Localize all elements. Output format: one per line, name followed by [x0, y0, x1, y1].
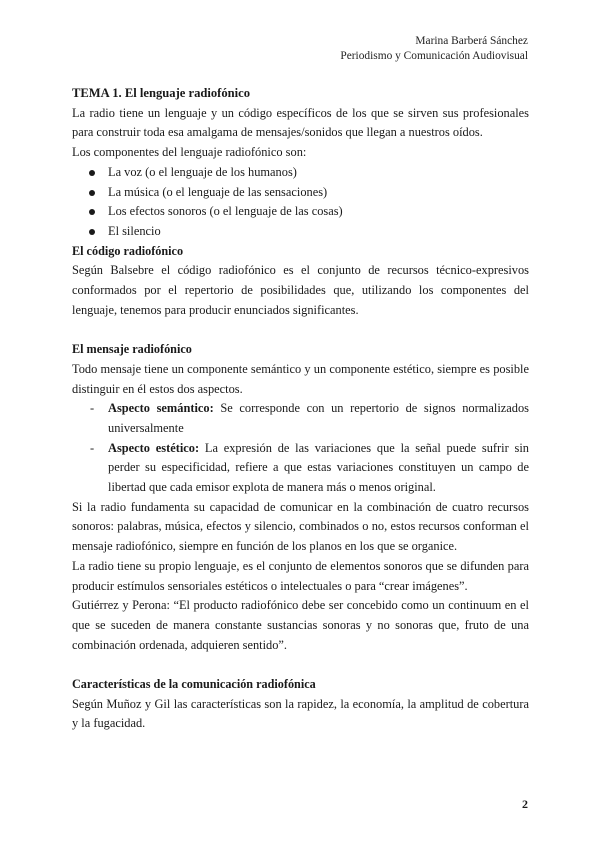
spacer — [72, 655, 529, 675]
intro-paragraph: La radio tiene un lenguaje y un código específicos de los que se sirven sus profesionales para construir toda esa amalgama de mensajes/sonidos que llegan a nuestros oídos. — [72, 105, 529, 140]
aspect-label: Aspecto semántico: — [108, 401, 214, 416]
aspect-text: Se corresponde con un repertorio de signos normalizados universalmente — [108, 401, 529, 435]
bullet-icon — [89, 170, 95, 176]
dash-marker: - — [90, 440, 95, 455]
aspects-list — [72, 399, 529, 498]
header-course: Periodismo y Comunicación Audiovisual — [340, 50, 528, 62]
aspect-text: La expresión de las variaciones que la señal puede sufrir sin perder su especificidad, refiere a que estas variaciones constituyen un campo de libertad que cada emisor explota de manera más o menos original. — [108, 440, 529, 495]
bullet-icon — [89, 229, 95, 235]
bullet-icon — [89, 209, 95, 215]
codigo-paragraph: Según Balsebre el código radiofónico es el conjunto de recursos técnico-expresivos conformados por el repertorio de posibilidades que, utilizando los componentes del lenguaje, tenemos para producir enunciados significantes. — [72, 263, 529, 317]
list-item — [72, 183, 529, 203]
header-author: Marina Barberá Sánchez — [415, 35, 528, 47]
chapter-title: TEMA 1. El lenguaje radiofónico — [72, 86, 251, 100]
section-heading-mensaje: El mensaje radiofónico — [72, 342, 192, 357]
mensaje-paragraph: Todo mensaje tiene un componente semántico y un componente estético, siempre es posible distinguir en él estos dos aspectos. — [72, 361, 529, 396]
list-item-text: La voz (o el lenguaje de los humanos) — [108, 164, 297, 179]
mensaje-paragraph-2: La radio tiene su propio lenguaje, es el conjunto de elementos sonoros que se difunden para producir estímulos sensoriales estéticos o intelectuales o para “crear imágenes”. — [72, 558, 529, 593]
list-item — [72, 439, 529, 498]
page-number: 2 — [522, 797, 528, 811]
components-intro: Los componentes del lenguaje radiofónico son: — [72, 145, 307, 160]
page-header — [340, 34, 528, 64]
mensaje-paragraph-1: Si la radio fundamenta su capacidad de comunicar en la combinación de cuatro recursos sonoros: palabras, música, efectos y silencio, combinados o no, estos recursos conforman el mensaje radiofónico, siempre en función de los planos en los que se organice. — [72, 499, 529, 554]
mensaje-paragraph-3: Gutiérrez y Perona: “El producto radiofónico debe ser concebido como un continuum en el que se suceden de manera constante sustancias sonoras y no sonoras que, fruto de una combinación ordenada, adquieren sentido”. — [72, 598, 529, 652]
spacer — [72, 320, 529, 340]
list-item — [72, 399, 529, 438]
section-heading-caracteristicas: Características de la comunicación radiofónica — [72, 677, 316, 692]
section-heading-codigo: El código radiofónico — [72, 243, 184, 258]
dash-marker: - — [90, 401, 95, 416]
list-item — [72, 202, 529, 222]
list-item-text: El silencio — [108, 223, 161, 238]
aspect-label: Aspecto estético: — [108, 440, 200, 455]
list-item-text: Los efectos sonoros (o el lenguaje de las cosas) — [108, 204, 343, 219]
components-list — [72, 163, 529, 242]
list-item-text: La música (o el lenguaje de las sensaciones) — [108, 184, 328, 199]
list-item — [72, 163, 529, 183]
bullet-icon — [89, 190, 95, 196]
page-content — [72, 84, 529, 734]
caracteristicas-paragraph: Según Muñoz y Gil las características son la rapidez, la economía, la amplitud de cobertura y la fugacidad. — [72, 696, 529, 731]
list-item — [72, 222, 529, 242]
